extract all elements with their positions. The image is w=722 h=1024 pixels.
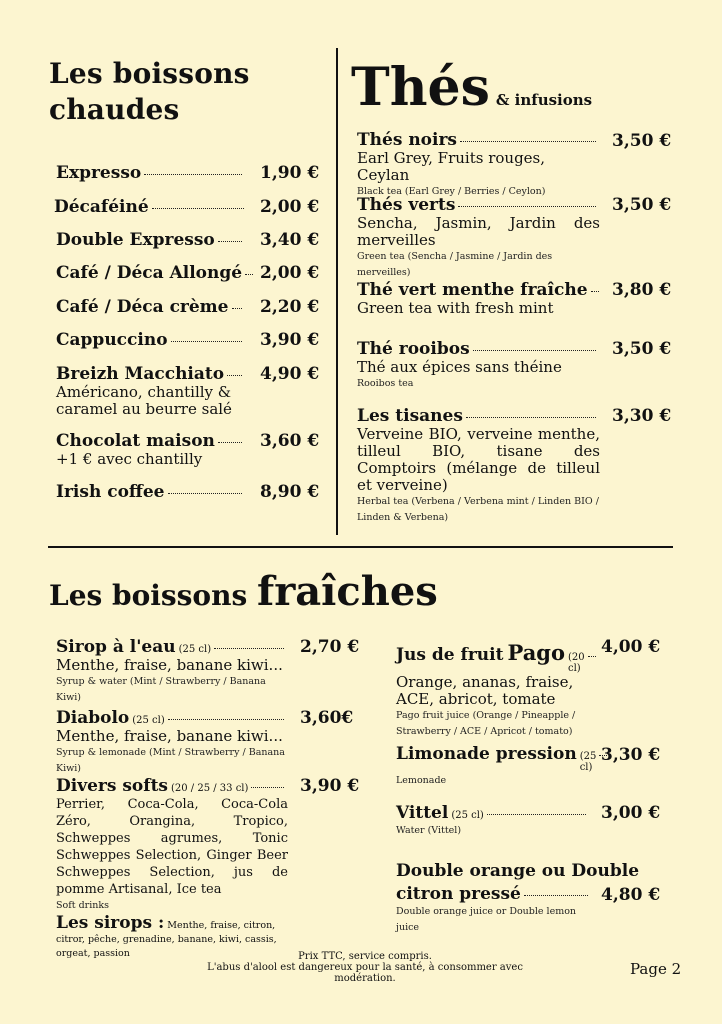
- cold-title-b: fraîches: [256, 568, 438, 615]
- hot-title-line2: chaudes: [49, 93, 180, 126]
- menu-item: [396, 640, 590, 740]
- item-translation: Soft drinks: [56, 900, 109, 911]
- item-name: Thés verts: [357, 195, 456, 215]
- item-description: Perrier, Coca-Cola, Coca-Cola Zéro, Orangina, Tropico, Schweppes agrumes, Tonic Schweppes Selection, Ginger Beer Schweppes Selection, jus de pomme Artisanal, Ice tea: [56, 797, 288, 897]
- hot-title-line1: Les boissons: [49, 57, 250, 90]
- item-price: 3,60 €: [260, 431, 320, 451]
- item-translation: Rooibos tea: [357, 378, 414, 389]
- item-price: 2,70 €: [300, 637, 360, 657]
- item-translation: Pago fruit juice (Orange / Pineapple / Strawberry / ACE / Apricot / tomato): [396, 710, 576, 737]
- menu-item: [56, 708, 288, 777]
- menu-item: [54, 197, 248, 217]
- item-volume: (25 cl): [178, 644, 212, 655]
- leader-dots: [218, 241, 242, 242]
- hot-title: [49, 56, 250, 128]
- item-price: 2,00 €: [260, 263, 320, 283]
- item-price: 3,40 €: [260, 230, 320, 250]
- item-description: Green tea with fresh mint: [357, 299, 554, 317]
- item-translation: Lemonade: [396, 775, 447, 786]
- item-name: Breizh Macchiato: [56, 364, 225, 384]
- menu-item: [56, 637, 288, 706]
- item-price: 1,90 €: [260, 163, 320, 183]
- item-name: Jus de fruit: [396, 645, 504, 665]
- item-translation: Syrup & lemonade (Mint / Strawberry / Banana Kiwi): [56, 747, 285, 774]
- footer-line2: L'abus d'alool est dangereux pour la santé, à consommer avec modération.: [207, 962, 523, 984]
- item-price: 2,00 €: [260, 197, 320, 217]
- leader-dots: [232, 308, 243, 309]
- item-price: 4,80 €: [601, 885, 661, 905]
- item-description: Verveine BIO, verveine menthe, tilleul BIO, tisane des Comptoirs (mélange de tilleul et verveine): [357, 425, 600, 494]
- menu-item: [56, 263, 246, 283]
- item-volume: (20 / 25 / 33 cl): [171, 783, 249, 794]
- item-price: 3,60€: [300, 708, 354, 728]
- item-description: Sencha, Jasmin, Jardin des merveilles: [357, 214, 600, 249]
- item-name: Double orange ou Double: [396, 861, 640, 881]
- footer-line1: Prix TTC, service compris.: [298, 951, 432, 962]
- leader-dots: [144, 174, 242, 175]
- item-name: Café / Déca crème: [56, 297, 229, 317]
- item-description: Américano, chantilly & caramel au beurre salé: [56, 383, 232, 418]
- section-divider: [48, 546, 673, 548]
- item-price: 4,00 €: [601, 637, 661, 657]
- leader-dots: [458, 206, 596, 207]
- syrups-label: Les sirops :: [56, 913, 165, 933]
- cold-title-a: Les boissons: [49, 579, 248, 612]
- leader-dots: [171, 341, 242, 342]
- syrups-text: Menthe, fraise, citron, citror, pêche, grenadine, banane, kiwi, cassis, orgeat, passion: [56, 920, 277, 959]
- item-price: 3,90 €: [300, 776, 360, 796]
- item-name: Double Expresso: [56, 230, 215, 250]
- menu-item: [56, 482, 246, 502]
- leader-dots: [168, 719, 284, 720]
- item-name: Divers softs: [56, 776, 168, 796]
- item-name: Thé vert menthe fraîche: [357, 280, 588, 300]
- item-description: Menthe, fraise, banane kiwi...: [56, 727, 283, 745]
- item-name: Expresso: [56, 163, 142, 183]
- menu-item: [56, 364, 246, 418]
- leader-dots: [487, 814, 586, 815]
- leader-dots: [588, 656, 596, 657]
- menu-item: [56, 230, 246, 250]
- menu-item: [357, 195, 600, 281]
- leader-dots: [245, 274, 253, 275]
- menu-item: [56, 431, 246, 468]
- page-number: Page 2: [630, 960, 682, 978]
- item-name: Diabolo: [56, 708, 130, 728]
- item-volume: (20 cl): [568, 652, 585, 674]
- leader-dots: [168, 493, 243, 494]
- leader-dots: [214, 648, 284, 649]
- item-description: Menthe, fraise, banane kiwi...: [56, 656, 283, 674]
- leader-dots: [460, 141, 596, 142]
- item-description: +1 € avec chantilly: [56, 450, 203, 468]
- menu-item: [56, 776, 288, 914]
- leader-dots: [473, 350, 596, 351]
- menu-item: [357, 130, 600, 200]
- item-name: Limonade pression: [396, 744, 577, 764]
- leader-dots: [591, 291, 599, 292]
- item-price: 3,50 €: [612, 131, 672, 151]
- leader-dots: [466, 417, 596, 418]
- item-description: Earl Grey, Fruits rouges, Ceylan: [357, 149, 546, 184]
- menu-item: [357, 280, 600, 317]
- item-volume: (25 cl): [451, 810, 484, 821]
- item-translation: Water (Vittel): [396, 825, 462, 836]
- footer-notes: [180, 951, 550, 984]
- teas-subtitle: & infusions: [495, 91, 593, 109]
- item-name-line2: citron pressé: [396, 884, 521, 904]
- item-name: Chocolat maison: [56, 431, 215, 451]
- item-volume: (25 cl): [579, 751, 597, 773]
- item-price: 4,90 €: [260, 364, 320, 384]
- leader-dots: [227, 375, 242, 376]
- item-name: Cappuccino: [56, 330, 168, 350]
- item-name: Irish coffee: [56, 482, 165, 502]
- item-name: Thé rooibos: [357, 339, 470, 359]
- menu-item: [357, 406, 600, 526]
- item-translation: Herbal tea (Verbena / Verbena mint / Linden BIO / Linden & Verbena): [357, 496, 599, 523]
- item-translation: Green tea (Sencha / Jasmine / Jardin des merveilles): [357, 251, 553, 278]
- teas-title-main: Thés: [351, 57, 490, 118]
- item-translation: Syrup & water (Mint / Strawberry / Banana Kiwi): [56, 676, 266, 703]
- menu-item: [396, 803, 590, 839]
- menu-item: [56, 297, 246, 317]
- item-translation: Black tea (Earl Grey / Berries / Ceylon): [357, 186, 546, 197]
- item-volume: (25 cl): [132, 715, 165, 726]
- item-price: 3,90 €: [260, 330, 320, 350]
- item-name: Les tisanes: [357, 406, 463, 426]
- item-price: 3,30 €: [612, 406, 672, 426]
- menu-item: [357, 339, 600, 392]
- item-price: 3,00 €: [601, 803, 661, 823]
- item-name: Décaféiné: [54, 197, 149, 217]
- item-price: 3,50 €: [612, 339, 672, 359]
- cold-title: [49, 568, 438, 615]
- item-description: Orange, ananas, fraise, ACE, abricot, tomate: [396, 673, 574, 708]
- item-price: 8,90 €: [260, 482, 320, 502]
- item-price: 3,80 €: [612, 280, 672, 300]
- menu-item: [56, 163, 246, 183]
- leader-dots: [524, 895, 588, 896]
- item-price: 2,20 €: [260, 297, 320, 317]
- item-translation: Double orange juice or Double lemon juice: [396, 906, 577, 933]
- item-name: Thés noirs: [357, 130, 457, 150]
- leader-dots: [251, 787, 284, 788]
- item-name-brand: Pago: [507, 640, 565, 665]
- item-name: Vittel: [396, 803, 449, 823]
- menu-item: [396, 744, 597, 789]
- item-price: 3,30 €: [601, 745, 661, 765]
- item-description: Thé aux épices sans théine: [357, 358, 562, 376]
- leader-dots: [152, 208, 244, 209]
- item-price: 3,50 €: [612, 195, 672, 215]
- column-divider: [336, 48, 338, 535]
- menu-item: [56, 330, 246, 350]
- item-name: Sirop à l'eau: [56, 637, 176, 657]
- item-name: Café / Déca Allongé: [56, 263, 243, 283]
- teas-title: [351, 57, 593, 128]
- leader-dots: [218, 442, 242, 443]
